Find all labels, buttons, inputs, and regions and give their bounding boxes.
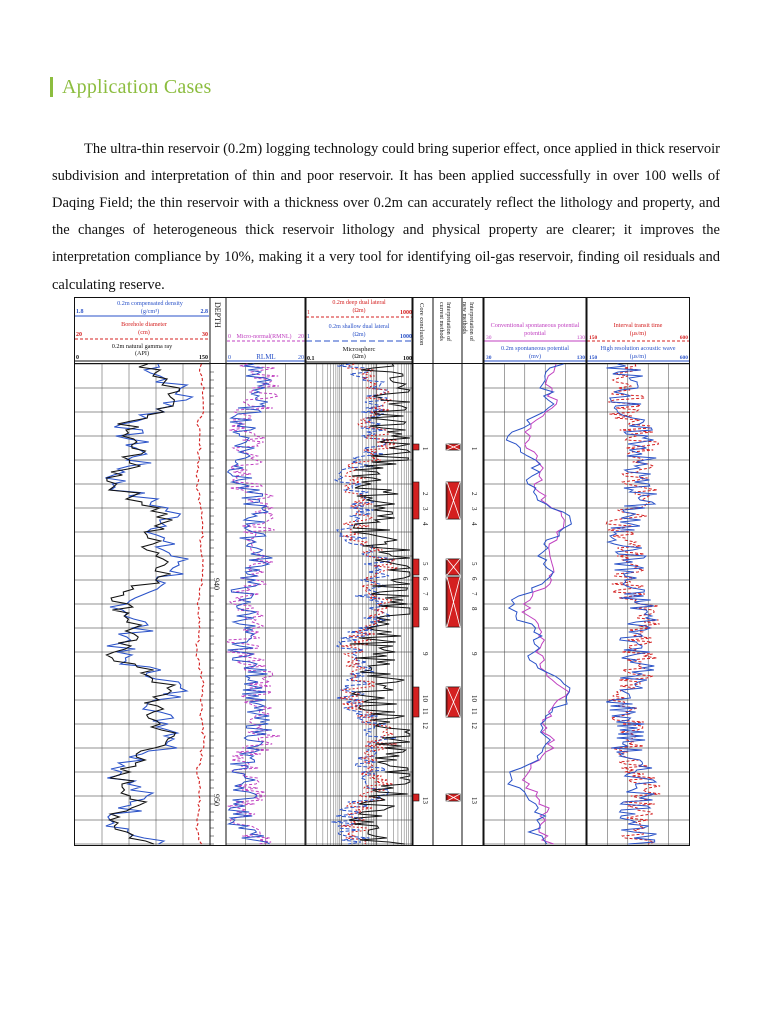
layer-number: 5 <box>421 562 429 566</box>
t3-c1-max: 1000 <box>400 310 412 316</box>
core-zone <box>413 559 419 575</box>
t1-c3-min: 0 <box>76 355 79 361</box>
interp-new-label: Interpretation ofnew methods <box>461 302 474 342</box>
core-conclusion-label: Core conclusion <box>418 303 425 346</box>
section-title: Application Cases <box>62 75 212 98</box>
t2-c2-name: RLML <box>256 353 276 361</box>
t5-c2-unit: (μs/m) <box>629 353 647 360</box>
core-zone <box>413 444 419 450</box>
layer-number: 11 <box>470 708 478 715</box>
t1-c3-max: 150 <box>199 355 208 361</box>
t3-c2-max: 1000 <box>400 334 412 340</box>
t1-c2-unit: (cm) <box>138 329 150 336</box>
t3-c1-min: 1 <box>307 310 310 316</box>
t4-c2-min: 30 <box>486 355 492 361</box>
layer-number: 13 <box>470 797 478 804</box>
layer-number: 7 <box>421 592 429 596</box>
layer-number: 4 <box>470 522 478 526</box>
layer-number: 4 <box>421 522 429 526</box>
depth-940-label: 940 <box>212 578 221 590</box>
t4-c1-name-line2: potential <box>524 330 546 337</box>
t1-c3-name: 0.2m natural gamma ray <box>111 343 173 350</box>
t5-c1-name: Interval transit time <box>613 322 663 329</box>
t4-c2-unit: (mv) <box>528 353 542 360</box>
core-zone <box>413 794 419 801</box>
layer-number: 12 <box>421 722 429 729</box>
core-conclusion-column <box>413 444 419 801</box>
interp-new-column <box>447 444 460 801</box>
t2-c2-max: 20 <box>298 355 304 361</box>
core-zone <box>413 687 419 717</box>
t1-c2-name: Borehole diameter <box>121 321 167 328</box>
t4-c1-min: 30 <box>486 335 492 341</box>
t3-c3-max: 100 <box>403 356 412 362</box>
layer-number: 5 <box>470 562 478 566</box>
t1-c1-max: 2.8 <box>200 309 208 315</box>
t1-c2-max: 30 <box>202 332 208 338</box>
t5-c2-max: 600 <box>679 355 688 361</box>
t3-c2-unit: (Ωm) <box>352 332 366 338</box>
t5-c1-min: 150 <box>589 335 598 341</box>
layer-number: 9 <box>470 652 478 656</box>
section-heading <box>50 74 211 100</box>
layer-number: 2 <box>470 492 478 496</box>
t1-c1-name: 0.2m compensated density <box>117 300 183 307</box>
layer-number: 8 <box>421 607 429 611</box>
t5-c2-name: High resolution acoustic wave <box>600 345 676 352</box>
t3-c2-min: 1 <box>307 334 310 340</box>
depth-950-label: 950 <box>212 794 221 806</box>
layer-number: 3 <box>470 507 478 511</box>
body-paragraph: The ultra-thin reservoir (0.2m) logging technology could bring superior effect, once applied in thick reservoir subdivision and interpretation of thin and poor reservoir. It has been applied successfully in over 100 wells of Daqing Field; the thin reservoir with a thickness over 0.2m can accurately reflect the lithology and property, and the changes of heterogeneous thick reservoir lithology and physical property are clearer; it improves the interpretation compliance by 10%, making it a very tool for identifying oil-gas reservoir, finding oil residuals and calculating reserve. <box>52 140 720 293</box>
t3-c1-name: 0.2m deep dual lateral <box>332 300 386 306</box>
layer-number: 2 <box>421 492 429 496</box>
log-header <box>75 298 690 364</box>
core-zone <box>413 577 419 627</box>
t4-c1-name: Conventional spontaneous potential <box>490 322 580 329</box>
t5-c1-unit: (μs/m) <box>629 330 647 337</box>
layer-number: 1 <box>470 447 478 451</box>
heading-accent-bar <box>50 77 53 97</box>
layer-number: 8 <box>470 607 478 611</box>
layer-number: 6 <box>470 577 478 581</box>
layer-number: 6 <box>421 577 429 581</box>
t5-c1-max: 600 <box>679 335 688 341</box>
t5-c2-min: 150 <box>589 355 598 361</box>
layer-number: 13 <box>421 797 429 804</box>
layer-number: 12 <box>470 722 478 729</box>
well-log-figure <box>74 297 690 847</box>
t3-c3-name: Microspherc <box>342 346 376 353</box>
t2-c1-max: 20 <box>298 334 304 340</box>
t1-c1-min: 1.8 <box>76 309 84 315</box>
t1-c1-unit: (g/cm³) <box>140 308 160 315</box>
layer-number: 3 <box>421 507 429 511</box>
t2-c1-name: Micro-normal(RMNL) <box>236 334 292 340</box>
layer-number: 10 <box>421 695 429 702</box>
t1-c2-min: 20 <box>76 332 82 338</box>
t4-c2-max: 130 <box>576 355 585 361</box>
t3-c3-min: 0.1 <box>307 356 315 362</box>
t4-c2-name: 0.2m spontaneous potential <box>501 345 569 352</box>
depth-label: DEPTH <box>213 302 222 328</box>
t3-c2-name: 0.2m shallow dual lateral <box>328 324 390 330</box>
layer-number: 9 <box>421 652 429 656</box>
layer-number: 10 <box>470 695 478 702</box>
layer-number: 1 <box>421 447 429 451</box>
t2-c2-min: 0 <box>228 355 231 361</box>
t2-c1-min: 0 <box>228 334 231 340</box>
t1-c3-unit: (API) <box>134 350 150 357</box>
core-zone <box>413 482 419 519</box>
layer-number: 11 <box>421 708 429 715</box>
t3-c3-unit: (Ωm) <box>352 353 366 360</box>
t3-c1-unit: (Ωm) <box>352 308 366 314</box>
t4-c1-max: 130 <box>576 335 585 341</box>
layer-number: 7 <box>470 592 478 596</box>
interp-current-label: Interpretation ofcurrent methods <box>438 302 451 342</box>
